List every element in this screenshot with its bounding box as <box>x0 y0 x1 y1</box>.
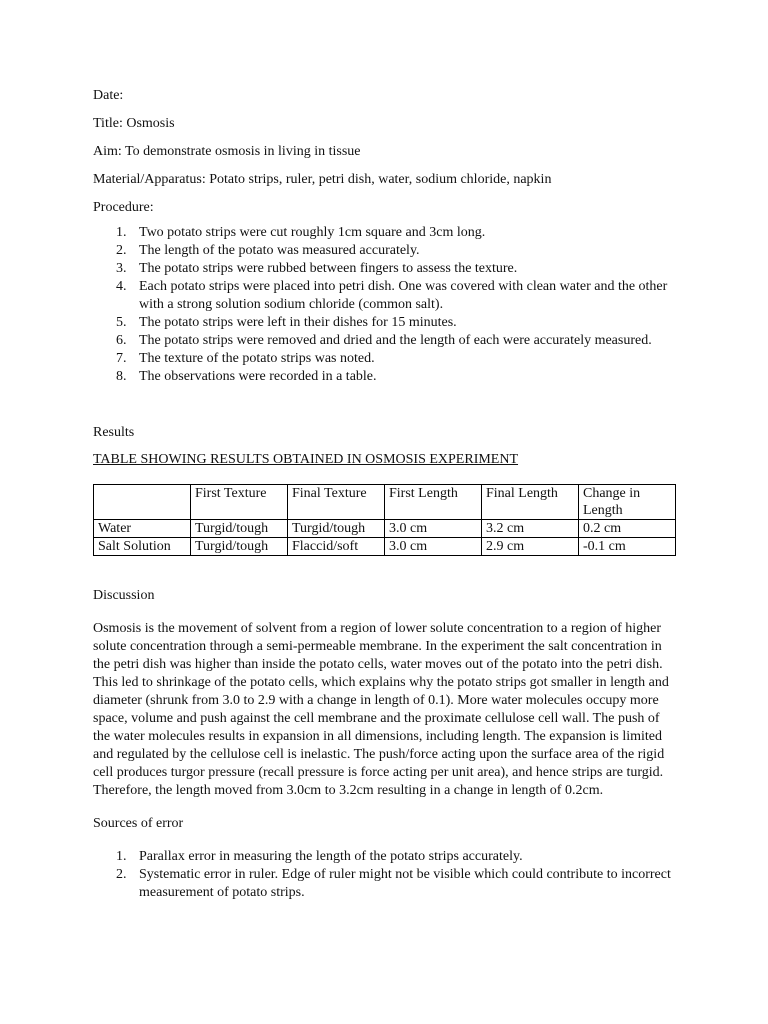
list-text: The potato strips were removed and dried and the length of each were accurately measured. <box>139 333 652 348</box>
table-header-row <box>94 485 676 520</box>
table-cell: 3.0 cm <box>385 538 482 556</box>
table-cell: Turgid/tough <box>191 538 288 556</box>
list-item <box>93 368 683 386</box>
materials-line: Material/Apparatus: Potato strips, ruler, petri dish, water, sodium chloride, napkin <box>93 172 552 187</box>
list-text: The length of the potato was measured accurately. <box>139 243 420 258</box>
list-item <box>93 866 683 902</box>
table-cell: Turgid/tough <box>288 520 385 538</box>
results-heading: Results <box>93 425 135 440</box>
title-line: Title: Osmosis <box>93 116 175 131</box>
list-item <box>93 332 683 350</box>
errors-heading: Sources of error <box>93 816 184 831</box>
procedure-heading: Procedure: <box>93 200 154 215</box>
list-number: 4. <box>116 279 127 294</box>
column-header <box>94 485 191 520</box>
list-item <box>93 350 683 368</box>
table-cell: Turgid/tough <box>191 520 288 538</box>
list-number: 3. <box>116 261 127 276</box>
discussion-paragraph: Osmosis is the movement of solvent from a region of lower solute concentration to a region of higher solute concentration through a semi-permeable membrane. In the experiment the salt concentration in the petri dish was higher than inside the potato cells, water moves out of the potato into the petri dish. This led to shrinkage of the potato cells, which explains why the potato strips got smaller in length and diameter (shrunk from 3.0 to 2.9 with a change in length of 0.1). More water molecules occupy more space, volume and push against the cell membrane and the proximate cellulose cell wall. The push of the water molecules results in expansion in all dimensions, including length. The expansion is limited and regulated by the cellulose cell is inelastic. The push/force acting upon the surface area of the rigid cell produces turgor pressure (recall pressure is force acting per unit area), and hence strips are turgid. Therefore, the length moved from 3.0cm to 3.2cm resulting in a change in length of 0.2cm. <box>93 621 669 798</box>
results-table <box>93 484 676 556</box>
column-header: Change in Length <box>579 485 676 520</box>
list-item <box>93 278 683 314</box>
discussion-heading: Discussion <box>93 588 155 603</box>
list-number: 7. <box>116 351 127 366</box>
list-text: Two potato strips were cut roughly 1cm square and 3cm long. <box>139 225 486 240</box>
date-label: Date: <box>93 88 124 103</box>
aim-line: Aim: To demonstrate osmosis in living in tissue <box>93 144 361 159</box>
list-item <box>93 242 683 260</box>
list-number: 6. <box>116 333 127 348</box>
list-number: 2. <box>116 867 127 882</box>
table-cell: -0.1 cm <box>579 538 676 556</box>
list-number: 1. <box>116 225 127 240</box>
list-number: 2. <box>116 243 127 258</box>
column-header: Final Texture <box>288 485 385 520</box>
column-header: First Length <box>385 485 482 520</box>
table-cell: 0.2 cm <box>579 520 676 538</box>
list-text: Systematic error in ruler. Edge of ruler might not be visible which could contribute to incorrect measurement of potato strips. <box>139 867 671 900</box>
list-item <box>93 260 683 278</box>
table-title: TABLE SHOWING RESULTS OBTAINED IN OSMOSIS EXPERIMENT <box>93 452 519 467</box>
table-cell: 3.0 cm <box>385 520 482 538</box>
document-page <box>93 86 683 902</box>
list-text: The potato strips were rubbed between fingers to assess the texture. <box>139 261 518 276</box>
table-cell: Flaccid/soft <box>288 538 385 556</box>
column-header: First Texture <box>191 485 288 520</box>
list-text: The observations were recorded in a table. <box>139 369 377 384</box>
list-number: 5. <box>116 315 127 330</box>
list-item <box>93 224 683 242</box>
table-row <box>94 520 676 538</box>
table-cell: 2.9 cm <box>482 538 579 556</box>
list-number: 8. <box>116 369 127 384</box>
table-row <box>94 538 676 556</box>
list-number: 1. <box>116 849 127 864</box>
list-text: The texture of the potato strips was noted. <box>139 351 375 366</box>
list-text: The potato strips were left in their dishes for 15 minutes. <box>139 315 457 330</box>
table-cell: 3.2 cm <box>482 520 579 538</box>
errors-list <box>93 848 683 902</box>
column-header: Final Length <box>482 485 579 520</box>
table-cell: Water <box>94 520 191 538</box>
table-cell: Salt Solution <box>94 538 191 556</box>
list-text: Parallax error in measuring the length of the potato strips accurately. <box>139 849 523 864</box>
list-item <box>93 848 683 866</box>
list-text: Each potato strips were placed into petri dish. One was covered with clean water and the other with a strong solution sodium chloride (common salt). <box>139 279 668 312</box>
list-item <box>93 314 683 332</box>
procedure-list <box>93 224 683 386</box>
